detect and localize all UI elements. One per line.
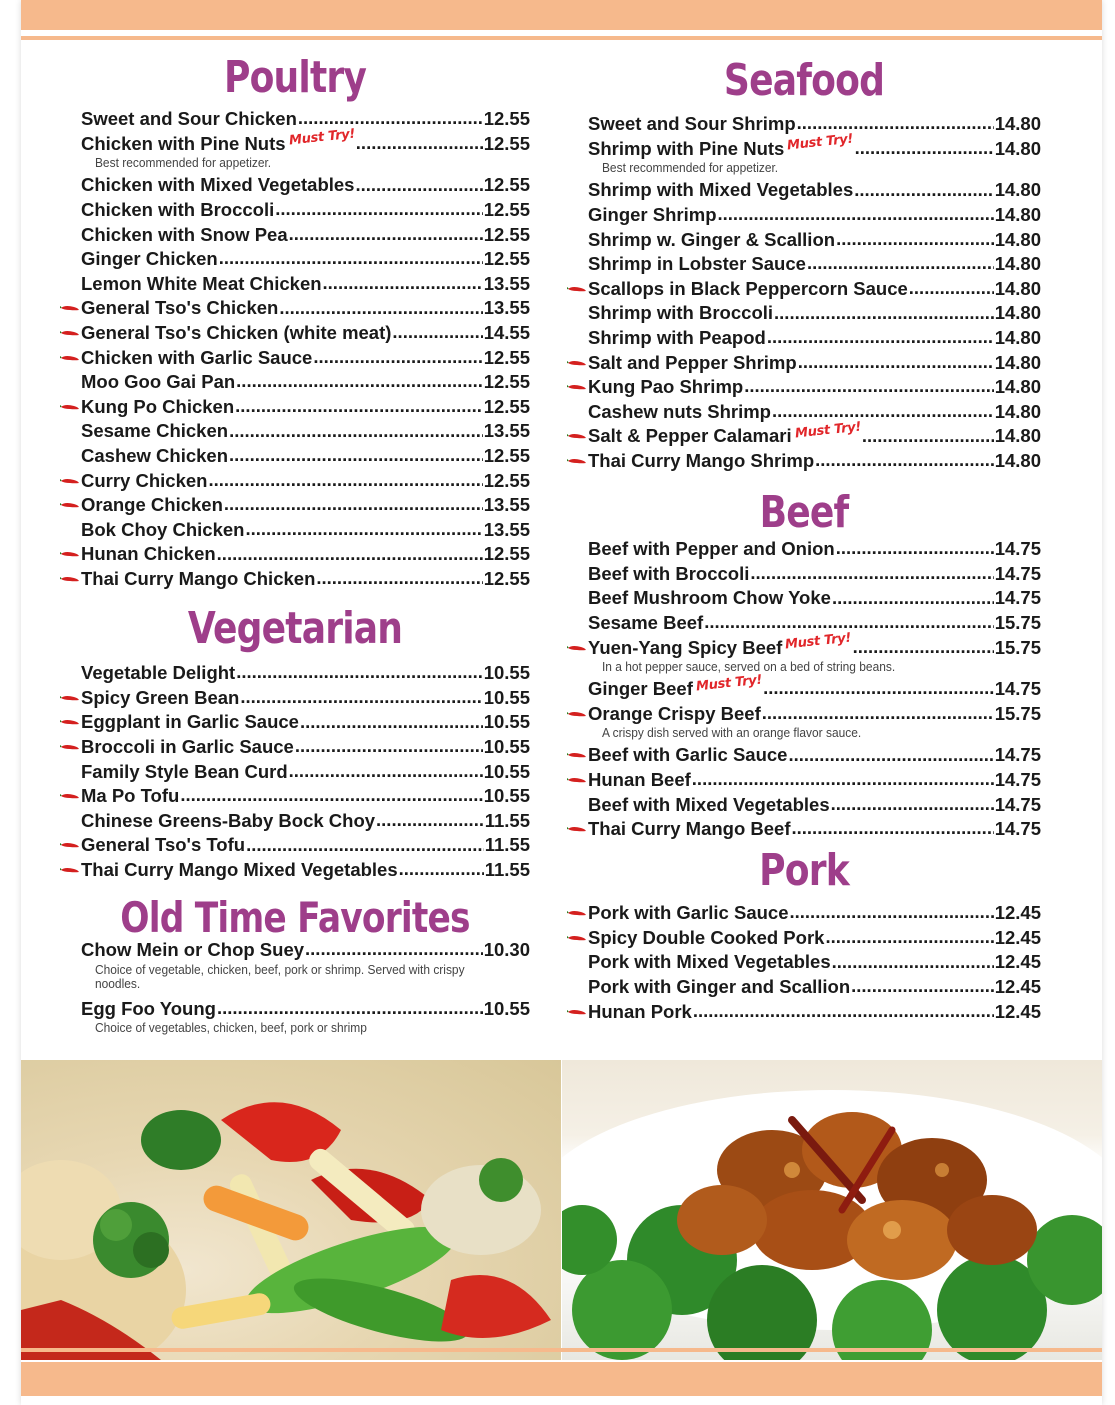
menu-item-price: 14.75: [994, 793, 1041, 815]
dot-leader: [862, 426, 994, 446]
menu-item-name: Sweet and Sour Chicken: [81, 108, 297, 130]
menu-item-name: Lemon White Meat Chicken: [81, 272, 322, 294]
dot-leader: [718, 205, 994, 225]
dot-leader: [245, 520, 482, 540]
dot-leader: [790, 903, 994, 923]
menu-item: [60, 296, 530, 321]
menu-item-price: 12.55: [483, 469, 530, 491]
dot-leader: [909, 279, 994, 299]
menu-item: [567, 975, 1041, 1000]
menu-item-price: 14.80: [994, 204, 1041, 226]
dot-leader: [235, 397, 483, 417]
menu-item-name: Shrimp with Broccoli: [588, 302, 774, 324]
menu-item-price: 10.55: [483, 662, 530, 684]
dot-leader: [313, 347, 482, 367]
poultry-title: Poultry: [223, 52, 367, 103]
menu-item-price: 12.55: [483, 543, 530, 565]
menu-item: [60, 419, 530, 444]
menu-item-name: Salt and Pepper Shrimp: [588, 351, 797, 373]
bottom-color-band: [21, 1362, 1102, 1396]
menu-item-price: 11.55: [484, 859, 530, 881]
menu-item-name: Ginger Chicken: [81, 248, 218, 270]
menu-item: [60, 468, 530, 493]
menu-item: [60, 198, 530, 223]
menu-item: [567, 999, 1041, 1024]
menu-item-price: 15.75: [994, 702, 1041, 724]
bottom-divider-line: [21, 1348, 1102, 1352]
dot-leader: [279, 298, 482, 318]
chili-pepper-icon: [60, 329, 80, 337]
chili-pepper-icon: [567, 644, 587, 652]
menu-item-price: 15.75: [994, 612, 1041, 634]
dot-leader: [831, 794, 994, 814]
menu-item: [567, 227, 1041, 252]
menu-item: [60, 784, 530, 809]
menu-item-name: Cashew nuts Shrimp: [588, 400, 771, 422]
vegetarian-list: [60, 661, 530, 882]
dot-leader: [305, 940, 483, 960]
dot-leader: [815, 451, 994, 471]
dot-leader: [355, 175, 482, 195]
menu-item: [567, 203, 1041, 228]
menu-item: [567, 702, 1041, 727]
dot-leader: [356, 134, 483, 154]
menu-item: [567, 586, 1041, 611]
chili-pepper-icon: [567, 934, 587, 942]
dot-leader: [316, 569, 482, 589]
menu-item-price: 13.55: [483, 297, 530, 319]
menu-item-name: Beef Mushroom Chow Yoke: [588, 587, 831, 609]
dot-leader: [825, 928, 993, 948]
menu-item-name: Ma Po Tofu: [81, 785, 180, 807]
menu-item-name: Pork with Garlic Sauce: [588, 902, 789, 924]
dot-leader: [295, 737, 483, 757]
menu-item: [567, 350, 1041, 375]
menu-item-name: General Tso's Tofu: [81, 834, 246, 856]
menu-item: [60, 809, 530, 834]
chili-pepper-icon: [567, 909, 587, 917]
favorites-list: [60, 938, 530, 1038]
dot-leader: [788, 745, 993, 765]
menu-item-name: General Tso's Chicken: [81, 297, 279, 319]
dot-leader: [275, 200, 482, 220]
menu-item-price: 14.80: [994, 351, 1041, 373]
menu-item-price: 12.55: [483, 223, 530, 245]
menu-item-note: Best recommended for appetizer.: [601, 160, 779, 176]
menu-item-name: Sweet and Sour Shrimp: [588, 113, 796, 135]
menu-item-price: 12.45: [994, 1000, 1041, 1022]
general-tso-chicken-illustration: [562, 1060, 1102, 1360]
menu-item-price: 11.55: [484, 834, 530, 856]
menu-item-price: 14.80: [994, 327, 1041, 349]
menu-item-name: Shrimp with Peapod: [588, 327, 766, 349]
menu-item-price: 14.80: [994, 179, 1041, 201]
menu-item-name: Beef with Pepper and Onion: [588, 538, 835, 560]
chili-pepper-icon: [60, 304, 80, 312]
menu-item-price: 12.55: [483, 132, 530, 154]
dot-leader: [832, 588, 994, 608]
menu-item-name: Shrimp in Lobster Sauce: [588, 253, 806, 275]
chili-pepper-icon: [567, 359, 587, 367]
dot-leader: [851, 977, 994, 997]
menu-item: [567, 419, 1041, 449]
menu-item-price: 14.80: [994, 450, 1041, 472]
menu-item-name: Broccoli in Garlic Sauce: [81, 736, 294, 758]
menu-item-name: Chow Mein or Chop Suey: [81, 939, 305, 961]
chili-pepper-icon: [60, 792, 80, 800]
dot-leader: [836, 539, 994, 559]
menu-item: [60, 107, 530, 132]
menu-item-name: Chicken with Broccoli: [81, 199, 275, 221]
menu-item: [567, 817, 1041, 842]
menu-item: [60, 173, 530, 198]
menu-item-price: 14.75: [994, 769, 1041, 791]
menu-item-note: Best recommended for appetizer.: [94, 155, 272, 171]
dot-leader: [208, 470, 482, 490]
menu-item-name: Shrimp w. Ginger & Scallion: [588, 228, 836, 250]
menu-item-name: Moo Goo Gai Pan: [81, 371, 236, 393]
menu-item-name: Hunan Beef: [588, 769, 691, 791]
menu-item-name: Scallops in Black Peppercorn Sauce: [588, 277, 908, 299]
pork-title: Pork: [759, 845, 849, 896]
general-tso-chicken-photo: [562, 1060, 1102, 1360]
menu-item-price: 14.80: [994, 302, 1041, 324]
menu-item: [567, 400, 1041, 425]
dot-leader: [798, 352, 994, 372]
menu-item: [567, 768, 1041, 793]
menu-item-name: Thai Curry Mango Beef: [588, 818, 791, 840]
dot-leader: [240, 688, 482, 708]
menu-item-price: 10.55: [483, 760, 530, 782]
chili-pepper-icon: [567, 751, 587, 759]
dot-leader: [767, 328, 994, 348]
menu-item-price: 14.75: [994, 562, 1041, 584]
menu-item-price: 12.55: [483, 395, 530, 417]
menu-item: [567, 926, 1041, 951]
menu-item: [60, 247, 530, 272]
menu-item: [567, 277, 1041, 302]
menu-item: [60, 272, 530, 297]
menu-item-price: 12.45: [994, 926, 1041, 948]
dot-leader: [376, 811, 484, 831]
dot-leader: [792, 819, 994, 839]
menu-item-name: Hunan Pork: [588, 1000, 692, 1022]
menu-item-price: 14.80: [994, 376, 1041, 398]
menu-item-price: 13.55: [483, 420, 530, 442]
chili-pepper-icon: [567, 825, 587, 833]
menu-item-name: Pork with Ginger and Scallion: [588, 976, 851, 998]
favorites-title: Old Time Favorites: [120, 893, 470, 942]
menu-item-price: 14.80: [994, 228, 1041, 250]
poultry-list: [60, 107, 530, 591]
menu-item-price: 14.75: [994, 744, 1041, 766]
menu-item-name: Beef with Broccoli: [588, 562, 750, 584]
menu-page: [21, 0, 1102, 1405]
menu-item: [567, 630, 1041, 660]
menu-item-note: Choice of vegetables, chicken, beef, pork or shrimp: [94, 1020, 367, 1036]
menu-item-name: Chicken with Snow Pea: [81, 223, 288, 245]
menu-item-price: 14.80: [994, 253, 1041, 275]
menu-item: [60, 686, 530, 711]
menu-item: [60, 661, 530, 686]
menu-item-price: 12.55: [483, 199, 530, 221]
menu-item: [60, 997, 530, 1022]
menu-item: [60, 735, 530, 760]
menu-item: [60, 542, 530, 567]
menu-item-price: 10.55: [483, 686, 530, 708]
dot-leader: [246, 835, 484, 855]
menu-item-name: Vegetable Delight: [81, 662, 236, 684]
menu-item-price: 14.80: [994, 400, 1041, 422]
menu-item-name: Egg Foo Young: [81, 997, 216, 1019]
menu-item-name: Curry Chicken: [81, 469, 208, 491]
menu-item-name: Chinese Greens-Baby Bock Choy: [81, 809, 376, 831]
dot-leader: [219, 249, 483, 269]
menu-item-price: 10.55: [483, 785, 530, 807]
menu-item: [567, 537, 1041, 562]
menu-item-price: 14.75: [994, 538, 1041, 560]
dot-leader: [763, 679, 994, 699]
chili-pepper-icon: [60, 501, 80, 509]
menu-item: [60, 567, 530, 592]
menu-item-price: 14.75: [994, 587, 1041, 609]
menu-item: [567, 112, 1041, 137]
menu-item-name: Hunan Chicken: [81, 543, 216, 565]
menu-item-note: In a hot pepper sauce, served on a bed of string beans.: [601, 658, 896, 674]
menu-item-price: 13.55: [483, 494, 530, 516]
chili-pepper-icon: [60, 694, 80, 702]
menu-item-price: 12.55: [483, 248, 530, 270]
menu-item-price: 12.55: [483, 445, 530, 467]
menu-item-name: Chicken with Pine Nuts: [81, 132, 286, 154]
menu-item: [60, 370, 530, 395]
beef-title: Beef: [759, 487, 849, 538]
menu-item-name: Orange Crispy Beef: [588, 702, 761, 724]
dot-leader: [229, 446, 483, 466]
vegetable-stir-fry-illustration: [21, 1060, 561, 1360]
menu-item: [60, 938, 530, 963]
dot-leader: [774, 303, 994, 323]
dot-leader: [797, 114, 994, 134]
must-try-badge: Must Try!: [784, 630, 853, 653]
menu-item-price: 10.55: [483, 736, 530, 758]
menu-item: [567, 562, 1041, 587]
dot-leader: [298, 109, 483, 129]
menu-item: [567, 252, 1041, 277]
chili-pepper-icon: [60, 403, 80, 411]
dot-leader: [236, 663, 482, 683]
menu-item: [60, 833, 530, 858]
menu-item: [567, 792, 1041, 817]
menu-item-price: 12.55: [483, 346, 530, 368]
menu-item-price: 14.75: [994, 818, 1041, 840]
menu-item-price: 12.55: [483, 371, 530, 393]
menu-item-name: Pork with Mixed Vegetables: [588, 951, 831, 973]
menu-item-price: 12.45: [994, 951, 1041, 973]
chili-pepper-icon: [60, 866, 80, 874]
menu-item-name: Yuen-Yang Spicy Beef: [588, 636, 783, 658]
menu-item-price: 14.80: [994, 113, 1041, 135]
dot-leader: [224, 495, 483, 515]
chili-pepper-icon: [567, 432, 587, 440]
menu-item: [567, 178, 1041, 203]
chili-pepper-icon: [60, 354, 80, 362]
dot-leader: [180, 786, 482, 806]
menu-item-price: 14.80: [994, 277, 1041, 299]
menu-item: [60, 493, 530, 518]
menu-item-name: Sesame Chicken: [81, 420, 229, 442]
menu-item: [567, 326, 1041, 351]
chili-pepper-icon: [60, 841, 80, 849]
dot-leader: [399, 860, 484, 880]
menu-item-name: Bok Choy Chicken: [81, 518, 245, 540]
dot-leader: [762, 704, 994, 724]
chili-pepper-icon: [567, 457, 587, 465]
menu-item-name: Shrimp with Pine Nuts: [588, 137, 785, 159]
menu-item-price: 10.55: [483, 997, 530, 1019]
menu-item: [567, 743, 1041, 768]
menu-item-name: Cashew Chicken: [81, 445, 229, 467]
beef-list: [567, 537, 1041, 842]
menu-item: [60, 321, 530, 346]
must-try-badge: Must Try!: [793, 419, 862, 442]
chili-pepper-icon: [60, 575, 80, 583]
must-try-badge: Must Try!: [786, 131, 855, 154]
dot-leader: [693, 1002, 994, 1022]
dot-leader: [217, 544, 483, 564]
menu-item-price: 13.55: [483, 518, 530, 540]
menu-item-name: Salt & Pepper Calamari: [588, 425, 792, 447]
menu-item-price: 12.55: [483, 567, 530, 589]
menu-item: [60, 222, 530, 247]
menu-item: [567, 901, 1041, 926]
dot-leader: [289, 762, 483, 782]
menu-item-name: Orange Chicken: [81, 494, 223, 516]
menu-item: [567, 375, 1041, 400]
menu-item-name: Spicy Double Cooked Pork: [588, 926, 825, 948]
menu-item-name: Chicken with Garlic Sauce: [81, 346, 313, 368]
menu-item-name: Kung Po Chicken: [81, 395, 235, 417]
menu-item: [567, 611, 1041, 636]
menu-item-name: Family Style Bean Curd: [81, 760, 288, 782]
menu-item: [567, 950, 1041, 975]
menu-item-name: General Tso's Chicken (white meat): [81, 322, 392, 344]
menu-item-price: 11.55: [484, 809, 530, 831]
menu-item-name: Eggplant in Garlic Sauce: [81, 711, 299, 733]
dot-leader: [854, 180, 993, 200]
chili-pepper-icon: [567, 285, 587, 293]
menu-item-price: 14.55: [483, 322, 530, 344]
menu-item-note: Choice of vegetable, chicken, beef, pork or shrimp. Served with crispy noodles.: [94, 961, 465, 991]
dot-leader: [855, 139, 994, 159]
dot-leader: [236, 372, 483, 392]
seafood-list: [567, 112, 1041, 473]
menu-item-price: 14.75: [994, 678, 1041, 700]
menu-item: [60, 858, 530, 883]
menu-item: [567, 672, 1041, 702]
menu-item-price: 14.80: [994, 137, 1041, 159]
dot-leader: [217, 999, 483, 1019]
menu-item: [567, 449, 1041, 474]
menu-item: [567, 301, 1041, 326]
dot-leader: [750, 564, 993, 584]
dot-leader: [323, 274, 483, 294]
chili-pepper-icon: [60, 550, 80, 558]
menu-item-name: Beef with Garlic Sauce: [588, 744, 788, 766]
chili-pepper-icon: [60, 743, 80, 751]
menu-item-price: 12.55: [483, 108, 530, 130]
menu-item-name: Sesame Beef: [588, 612, 704, 634]
right-column: [567, 0, 1041, 1050]
menu-item: [60, 710, 530, 735]
menu-item-price: 12.55: [483, 174, 530, 196]
menu-item-name: Kung Pao Shrimp: [588, 376, 744, 398]
menu-item-name: Ginger Beef: [588, 678, 693, 700]
dot-leader: [836, 230, 994, 250]
chili-pepper-icon: [567, 710, 587, 718]
menu-item: [60, 345, 530, 370]
dot-leader: [853, 638, 994, 658]
chili-pepper-icon: [567, 1008, 587, 1016]
menu-item: [60, 126, 530, 157]
menu-item-name: Beef with Mixed Vegetables: [588, 793, 830, 815]
chili-pepper-icon: [60, 718, 80, 726]
menu-item: [567, 131, 1041, 162]
menu-item: [60, 518, 530, 543]
menu-item-name: Chicken with Mixed Vegetables: [81, 174, 355, 196]
menu-item-name: Ginger Shrimp: [588, 204, 717, 226]
chili-pepper-icon: [60, 477, 80, 485]
vegetable-stir-fry-photo: [21, 1060, 561, 1360]
dot-leader: [692, 770, 994, 790]
must-try-badge: Must Try!: [287, 126, 356, 149]
menu-item-name: Thai Curry Mango Chicken: [81, 567, 316, 589]
menu-item-name: Spicy Green Bean: [81, 686, 240, 708]
seafood-title: Seafood: [723, 55, 885, 106]
menu-item-price: 15.75: [994, 636, 1041, 658]
dot-leader: [744, 377, 994, 397]
menu-item-price: 13.55: [483, 272, 530, 294]
dot-leader: [289, 225, 483, 245]
menu-item-price: 10.55: [483, 711, 530, 733]
dot-leader: [772, 402, 994, 422]
menu-item: [60, 759, 530, 784]
menu-item: [60, 395, 530, 420]
chili-pepper-icon: [567, 383, 587, 391]
menu-item-price: 14.80: [994, 425, 1041, 447]
dot-leader: [229, 421, 483, 441]
dot-leader: [807, 254, 994, 274]
menu-item-note: A crispy dish served with an orange flavor sauce.: [601, 725, 862, 741]
menu-item-name: Shrimp with Mixed Vegetables: [588, 179, 854, 201]
dot-leader: [392, 323, 482, 343]
vegetarian-title: Vegetarian: [187, 603, 403, 654]
menu-item-name: Thai Curry Mango Shrimp: [588, 450, 815, 472]
dot-leader: [300, 712, 483, 732]
menu-item: [60, 444, 530, 469]
menu-item-price: 12.45: [994, 902, 1041, 924]
menu-item-price: 12.45: [994, 976, 1041, 998]
left-column: [60, 0, 530, 1050]
must-try-badge: Must Try!: [695, 672, 763, 695]
menu-item-name: Thai Curry Mango Mixed Vegetables: [81, 859, 398, 881]
dot-leader: [832, 952, 994, 972]
pork-list: [567, 901, 1041, 1024]
menu-item-price: 10.30: [483, 939, 530, 961]
chili-pepper-icon: [567, 776, 587, 784]
